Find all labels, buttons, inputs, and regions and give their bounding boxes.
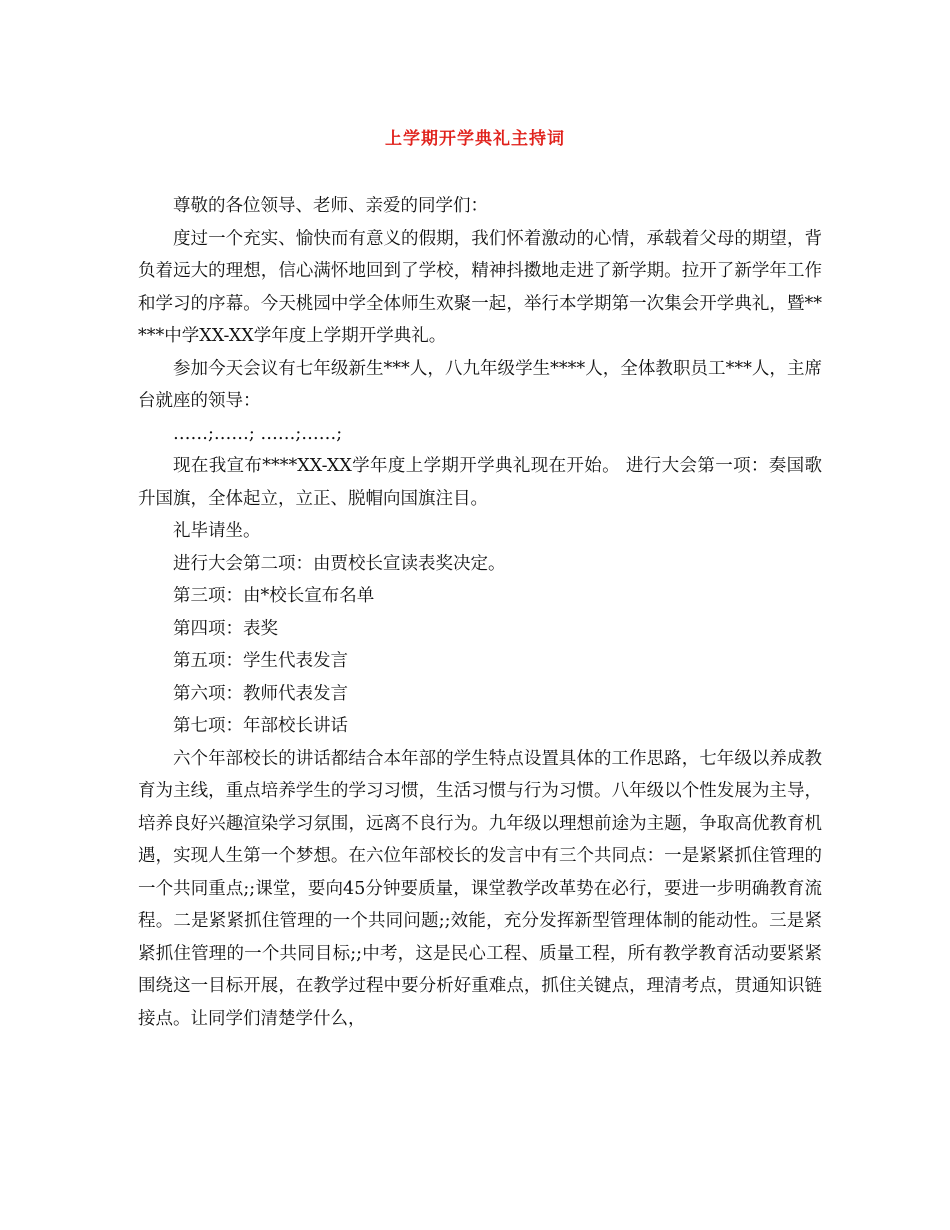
document-title: 上学期开学典礼主持词: [385, 129, 565, 149]
document-body: [138, 190, 822, 1035]
paragraph-item-4: 第四项：表奖: [173, 618, 278, 639]
paragraph-item-3: 第三项：由*校长宣布名单: [173, 586, 375, 606]
paragraph-item-2: 进行大会第二项：由贾校长宣读表奖决定。: [173, 553, 506, 574]
paragraph-opening: 度过一个充实、愉快而有意义的假期，我们怀着激动的心情，承载着父母的期望，背负着远大的理想，信心满怀地回到了学校，精神抖擞地走进了新学期。拉开了新学年工作和学习的序幕。今天桃园中学全体师生欢聚一起，举行本学期第一次集会开学典礼，暨*****中学XX-XX学年度上学期开学典礼。: [138, 228, 822, 346]
paragraph-attendance: 参加今天会议有七年级新生***人，八九年级学生****人，全体教职员工***人，主席台就座的领导：: [138, 358, 822, 411]
paragraph-item-1: 现在我宣布****XX-XX学年度上学期开学典礼现在开始。 进行大会第一项：奏国歌升国旗，全体起立，立正、脱帽向国旗注目。: [138, 456, 822, 509]
paragraph-item-7: 第七项：年部校长讲话: [173, 716, 348, 736]
paragraph-be-seated: 礼毕请坐。: [173, 521, 261, 541]
paragraph-greeting: 尊敬的各位领导、老师、亲爱的同学们：: [173, 196, 488, 216]
paragraph-leaders: ……;……; ……;……;: [173, 423, 343, 444]
paragraph-item-6: 第六项：教师代表发言: [173, 683, 348, 704]
paragraph-item-5: 第五项：学生代表发言: [173, 651, 348, 671]
paragraph-principals-speech: 六个年部校长的讲话都结合本年部的学生特点设置具体的工作思路，七年级以养成教育为主线，重点培养学生的学习习惯，生活习惯与行为习惯。八年级以个性发展为主导，培养良好兴趣渲染学习氛围，远离不良行为。九年级以理想前途为主题，争取高优教育机遇，实现人生第一个梦想。在六位年部校长的发言中有三个共同点：一是紧紧抓住管理的一个共同重点;;课堂，要向45分钟要质量，课堂教学改革势在必行，要进一步明确教育流程。二是紧紧抓住管理的一个共同问题;;效能，充分发挥新型管理体制的能动性。三是紧紧抓住管理的一个共同目标;;中考，这是民心工程、质量工程，所有教学教育活动要紧紧围绕这一目标开展，在教学过程中要分析好重难点，抓住关键点，理清考点，贯通知识链接点。让同学们清楚学什么，: [138, 748, 822, 1029]
